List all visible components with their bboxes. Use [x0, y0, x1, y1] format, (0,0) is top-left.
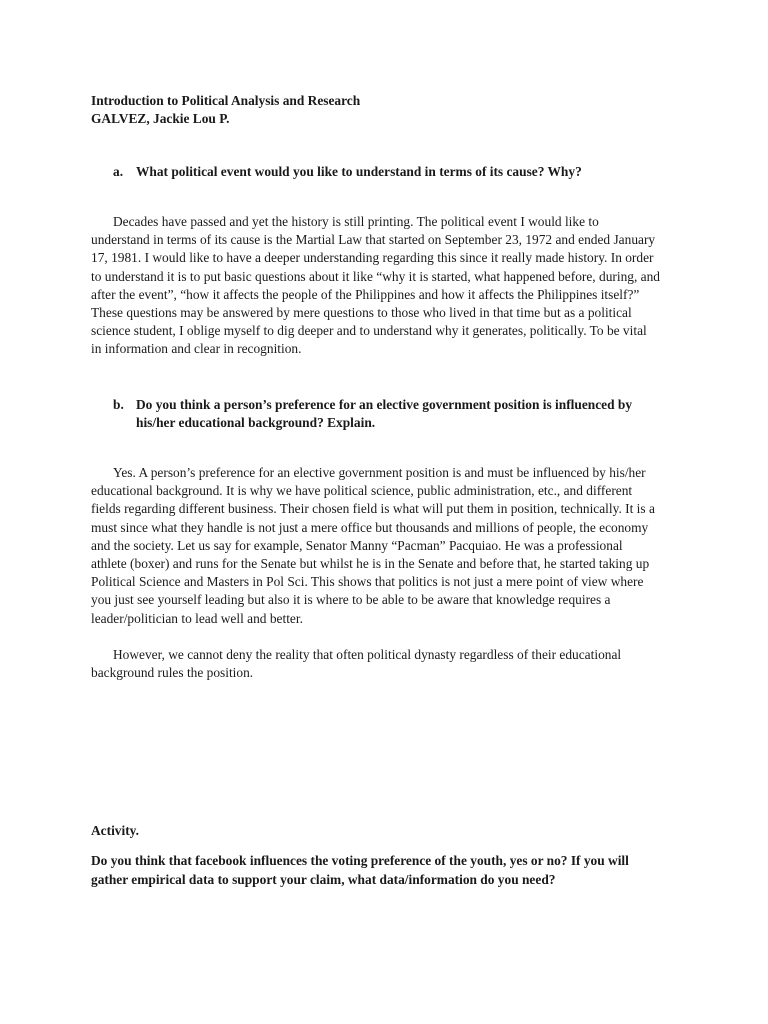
- question-b-text: Do you think a person’s preference for an elective government position is influenced by: [136, 397, 633, 412]
- answer-b-line: and the society. Let us say for example, Senator Manny “Pacman” Pacquiao. He was a professional: [91, 537, 623, 553]
- question-b-text-continued: his/her educational background? Explain.: [136, 415, 376, 430]
- answer-a-line: in information and clear in recognition.: [91, 341, 302, 357]
- answer-a-paragraph: [91, 213, 691, 359]
- answer-b-line: must since what they handle is not just a mere office but thousands and millions of people, the economy: [91, 519, 649, 535]
- answer-a-line: Decades have passed and yet the history is still printing. The political event I would like to: [113, 214, 599, 229]
- question-b: [113, 396, 653, 432]
- question-b-marker: b.: [113, 397, 124, 412]
- author-name: GALVEZ, Jackie Lou P.: [91, 111, 230, 126]
- answer-a-line: These questions may be answered by mere questions to those who lived in that time but as a political: [91, 305, 632, 321]
- answer-a-line: 17, 1981. I would like to have a deeper understanding regarding this since it really made history. In order: [91, 250, 654, 266]
- answer-b-line: leader/politician to lead well and better.: [91, 610, 303, 626]
- answer-b2-line: However, we cannot deny the reality that often political dynasty regardless of their educational: [113, 647, 622, 662]
- answer-a-line: after the event”, “how it affects the people of the Philippines and how it affects the Philippines itself?”: [91, 286, 640, 302]
- activity-question: [91, 852, 711, 889]
- answer-a-line: science student, I oblige myself to dig deeper and to understand why it generates, politically. To be vital: [91, 323, 647, 339]
- answer-b-line: fields regarding different business. Their chosen field is what will put them in position, technically. It is a: [91, 501, 655, 517]
- activity-question-line: Do you think that facebook influences the voting preference of the youth, yes or no? If you will: [91, 853, 629, 868]
- activity-question-line: gather empirical data to support your claim, what data/information do you need?: [91, 871, 556, 887]
- answer-b-second-paragraph: [91, 646, 691, 682]
- answer-b-line: Political Science and Masters in Pol Sci. This shows that politics is not just a mere point of view where: [91, 574, 644, 590]
- question-a: [113, 163, 653, 181]
- answer-b2-line: background rules the position.: [91, 665, 254, 681]
- answer-b-line: athlete (boxer) and runs for the Senate but whilst he is in the Senate and before that, he started taking up: [91, 556, 650, 572]
- answer-b-paragraph: [91, 464, 691, 628]
- answer-a-line: understand in terms of its cause is the Martial Law that started on September 23, 1972 and ended January: [91, 232, 656, 248]
- activity-heading: Activity.: [91, 823, 139, 838]
- question-a-text: What political event would you like to understand in terms of its cause? Why?: [136, 164, 582, 179]
- answer-b-line: educational background. It is why we have political science, public administration, etc., and different: [91, 483, 633, 499]
- document-header: [91, 92, 360, 128]
- course-title: Introduction to Political Analysis and Research: [91, 93, 361, 108]
- answer-a-line: to understand it is to put basic questions about it like “why it is started, what happened before, during, and: [91, 268, 660, 284]
- answer-b-line: you just see yourself leading but also it is where to be able to be aware that knowledge requires a: [91, 592, 611, 608]
- question-a-marker: a.: [113, 164, 124, 179]
- answer-b-line: Yes. A person’s preference for an elective government position is and must be influenced by his/her: [113, 465, 646, 480]
